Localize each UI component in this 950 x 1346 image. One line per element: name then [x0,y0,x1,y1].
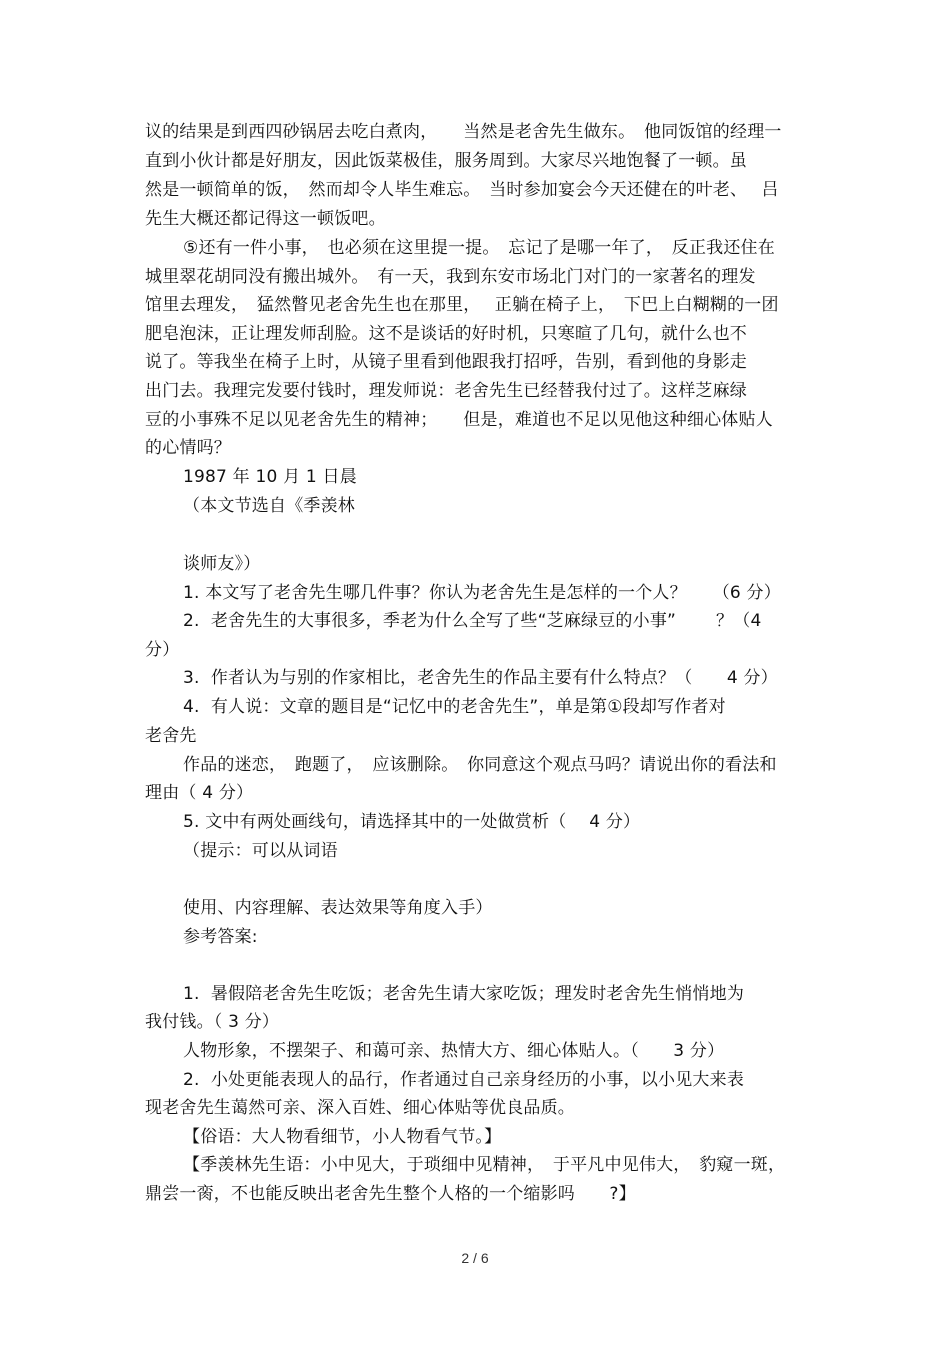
text-line: ⑤还有一件小事， 也必须在这里提一提。 忘记了是哪一年了， 反正我还住在 [183,238,775,258]
text-line: 然是一顿简单的饭， 然而却令人毕生难忘。 当时参加宴会今天还健在的叶老、 吕 [145,180,779,200]
question-item: 2. 老舍先生的大事很多，季老为什么全写了些“芝麻绿豆的小事” ？（4 [183,611,762,631]
question-item: 老舍先 [145,726,197,746]
answer-quote: 【俗语：大人物看细节，小人物看气节。】 [183,1127,502,1147]
question-item: 理由（ 4 分） [145,783,254,803]
date-line: 1987 年 10 月 1 日晨 [183,467,357,487]
text-line: 肥皂泡沫，正让理发师刮脸。这不是谈话的好时机，只寒暄了几句，就什么也不 [145,324,747,344]
page-number: 2 / 6 [461,1250,489,1266]
source-note: 谈师友》） [183,554,261,574]
question-item: 4. 有人说：文章的题目是“记忆中的老舍先生”，单是第①段却写作者对 [183,697,726,717]
answer-item: 2. 小处更能表现人的品行，作者通过自己亲身经历的小事，以小见大来表 [183,1070,745,1090]
question-item: 1. 本文写了老舍先生哪几件事？你认为老舍先生是怎样的一个人？ （6 分） [183,583,781,603]
answer-item: 1. 暑假陪老舍先生吃饭；老舍先生请大家吃饭；理发时老舍先生悄悄地为 [183,984,745,1004]
text-line: 直到小伙计都是好朋友，因此饭菜极佳，服务周到。大家尽兴地饱餐了一顿。虽 [145,151,747,171]
answer-item: 现老舍先生蔼然可亲、深入百姓、细心体贴等优良品质。 [145,1098,575,1118]
question-hint: （提示：可以从词语 [183,841,338,861]
text-line: 的心情吗？ [145,438,231,458]
source-note: （本文节选自《季羡林 [183,496,355,516]
text-line: 议的结果是到西四砂锅居去吃白煮肉， 当然是老舍先生做东。 他同饭馆的经理一 [145,122,782,142]
question-item: 分） [145,640,180,660]
question-item: 5. 文中有两处画线句，请选择其中的一处做赏析（ 4 分） [183,812,641,832]
answer-quote: 【季羡林先生语：小中见大，于琐细中见精神， 于平凡中见伟大， 豹窥一斑， [183,1155,786,1175]
text-line: 先生大概还都记得这一顿饭吧。 [145,209,386,229]
text-line: 说了。等我坐在椅子上时，从镜子里看到他跟我打招呼，告别，看到他的身影走 [145,352,747,372]
answer-item: 我付钱。（ 3 分） [145,1012,280,1032]
question-hint: 使用、内容理解、表达效果等角度入手） [183,898,493,918]
question-item: 3. 作者认为与别的作家相比，老舍先生的作品主要有什么特点？（ 4 分） [183,668,778,688]
answer-item: 人物形象，不摆架子、和蔼可亲、热情大方、细心体贴人。（ 3 分） [183,1041,725,1061]
answer-quote: 鼎尝一脔，不也能反映出老舍先生整个人格的一个缩影吗 ?】 [145,1184,636,1204]
text-line: 馆里去理发， 猛然瞥见老舍先生也在那里， 正躺在椅子上， 下巴上白糊糊的一团 [145,295,779,315]
text-line: 豆的小事殊不足以见老舍先生的精神； 但是，难道也不足以见他这种细心体贴人 [145,410,773,430]
text-line: 城里翠花胡同没有搬出城外。 有一天，我到东安市场北门对门的一家著名的理发 [145,267,756,287]
text-line: 出门去。我理完发要付钱时，理发师说：老舍先生已经替我付过了。这样芝麻绿 [145,381,747,401]
answer-heading: 参考答案: [183,927,258,947]
question-item: 作品的迷恋， 跑题了， 应该删除。 你同意这个观点马吗？请说出你的看法和 [183,755,777,775]
